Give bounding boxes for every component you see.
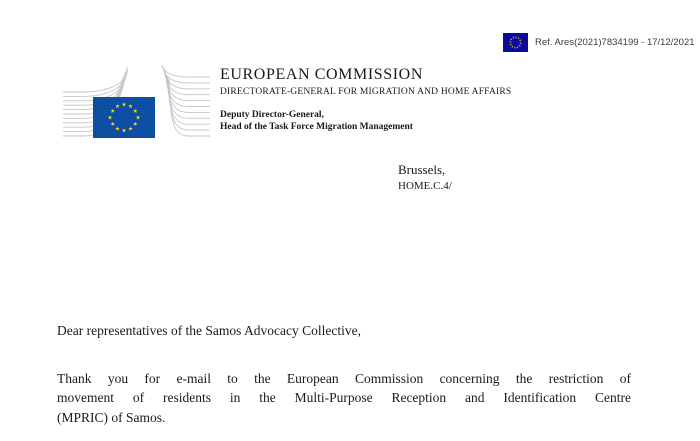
body-line: (MPRIC) of Samos. (57, 409, 166, 425)
logo-right-swoosh (162, 65, 210, 136)
letterhead (220, 66, 550, 133)
body-paragraph (57, 369, 631, 427)
directorate-name: DIRECTORATE-GENERAL FOR MIGRATION AND HOME AFFAIRS (220, 87, 512, 97)
official-title (220, 109, 550, 133)
eu-flag-icon (93, 97, 155, 138)
registration-reference-text: Ref. Ares(2021)7834199 - 17/12/2021 (535, 37, 695, 48)
european-commission-logo (63, 64, 211, 140)
dateline-file-reference: HOME.C.4/ (398, 180, 452, 192)
institution-name: EUROPEAN COMMISSION (220, 66, 423, 83)
body-line: movement of residents in the Multi-Purpose Reception and Identification Centre (57, 390, 631, 406)
eu-flag-icon (503, 33, 528, 52)
official-title-line1: Deputy Director-General, (220, 110, 324, 120)
registration-banner (503, 33, 695, 52)
body-line: Thank you for e-mail to the European Commission concerning the restriction of (57, 371, 631, 386)
dateline-place: Brussels, (398, 162, 446, 177)
salutation: Dear representatives of the Samos Advocacy Collective, (57, 323, 362, 338)
official-title-line2: Head of the Task Force Migration Management (220, 122, 413, 132)
dateline (398, 161, 452, 194)
